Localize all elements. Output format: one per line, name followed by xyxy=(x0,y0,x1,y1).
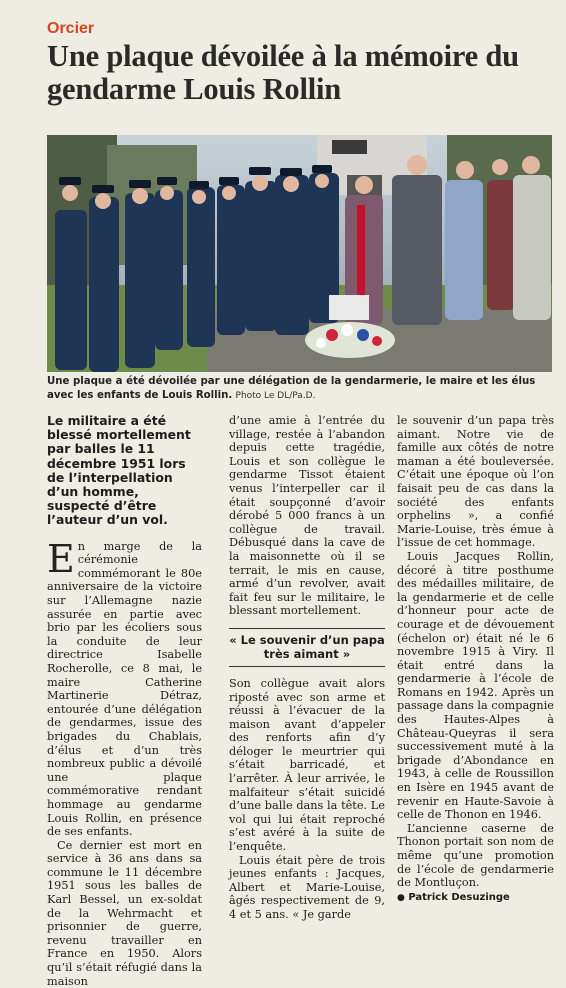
article-byline xyxy=(397,891,554,906)
article-lede: Le militaire a été blessé mortellement par balles le 11 décembre 1951 lors de l’interpellation d’un homme, suspecté d’être l’auteur d’un vol. xyxy=(47,413,191,528)
article-column-3 xyxy=(397,414,554,905)
article-paragraph: le souvenir d’un papa très aimant. Notre vie de famille aux côtés de notre maman a été bouleversée. C’était une époque où l’on faisait peu de cas dans la société des enfants orphelins », a confié Marie-Louise, très émue à l’issue de cet hommage. xyxy=(397,414,554,550)
article-subhead: « Le souvenir d’un papa très aimant » xyxy=(229,628,385,667)
article-paragraph: d’une amie à l’entrée du village, restée à l’abandon depuis cette tragédie, Louis et son collègue le gendarme Tissot étaient venus l’interpeller car il était soupçonné d’avoir dérobé 5 000 francs à un collègue de travail. Débusqué dans la cave de la maisonnette où il se terrait, le mis en cause, armé d’un revolver, avait fait feu sur le militaire, le blessant mortellement. xyxy=(229,414,385,618)
article-paragraph: L’ancienne caserne de Thonon portait son nom de même qu’une promotion de l’école de gendarmerie de Montluçon. xyxy=(397,821,554,890)
article-headline: Une plaque dévoilée à la mémoire du gendarme Louis Rollin xyxy=(47,39,519,106)
article-kicker: Orcier xyxy=(47,20,95,37)
photo-caption-text: Une plaque a été dévoilée par une délégation de la gendarmerie, le maire et les élus avec les enfants de Louis Rollin. xyxy=(47,376,536,401)
article-paragraph: Ce dernier est mort en service à 36 ans dans sa commune le 11 décembre 1951 sous les balles de Karl Bessel, un ex-soldat de la Wehrmacht et prisonnier de guerre, revenu travailler en France en 1950. Alors qu’il s’était réfugié dans la maison xyxy=(47,838,202,988)
drop-cap: E xyxy=(47,536,75,581)
photo-caption xyxy=(47,375,557,403)
article-paragraph: Louis Jacques Rollin, décoré à titre posthume des médailles militaire, de la gendarmerie et de celle d’honneur pour acte de courage et de dévouement (échelon or) était né le 6 novembre 1915 à Viry. Il était entré dans la gendarmerie à l’école de Romans en 1942. Après un passage dans la compagnie des Hautes-Alpes à Château-Queyras il sera successivement muté à la brigade d’Abondance en 1943, à celle de Roussillon en Isère en 1945 avant de revenir en Haute-Savoie à celle de Thonon en 1946. xyxy=(397,549,554,822)
photo-credit: Photo Le DL/Pa.D. xyxy=(235,390,316,401)
ceremony-photo-illustration xyxy=(47,135,552,372)
byline-bullet: ● xyxy=(397,892,405,903)
article-photo xyxy=(47,135,552,372)
article-column-1 xyxy=(47,414,202,988)
article-paragraph: En marge de la cérémonie commémorant le 80e anniversaire de la victoire sur l’Allemagne nazie assurée en partie avec brio par les écoliers sous la conduite de leur directrice Isabelle Rocherolle, ce 8 mai, le maire Catherine Martinerie Détraz, entourée d’une délégation de gendarmes, issue des brigades du Chablais, d’élus et d’un très nombreux public a dévoilé une plaque commémorative rendant hommage au gendarme Louis Rollin, en présence de ses enfants. xyxy=(47,536,202,839)
article-paragraph: Son collègue avait alors riposté avec son arme et réussi à l’évacuer de la maison avant d’appeler des renforts afin d’y déloger le meurtrier qui s’était barricadé, et l’arrêter. À leur arrivée, le malfaiteur s’était suicidé d’une balle dans la tête. Le vol qui lui était reproché s’est avéré à la suite de l’enquête. xyxy=(229,676,385,854)
article-column-2 xyxy=(229,414,385,922)
article-paragraph: Louis était père de trois jeunes enfants : Jacques, Albert et Marie-Louise, âgés respectivement de 9, 4 et 5 ans. « Je garde xyxy=(229,853,385,921)
byline-author: Patrick Desuzinge xyxy=(408,891,510,903)
